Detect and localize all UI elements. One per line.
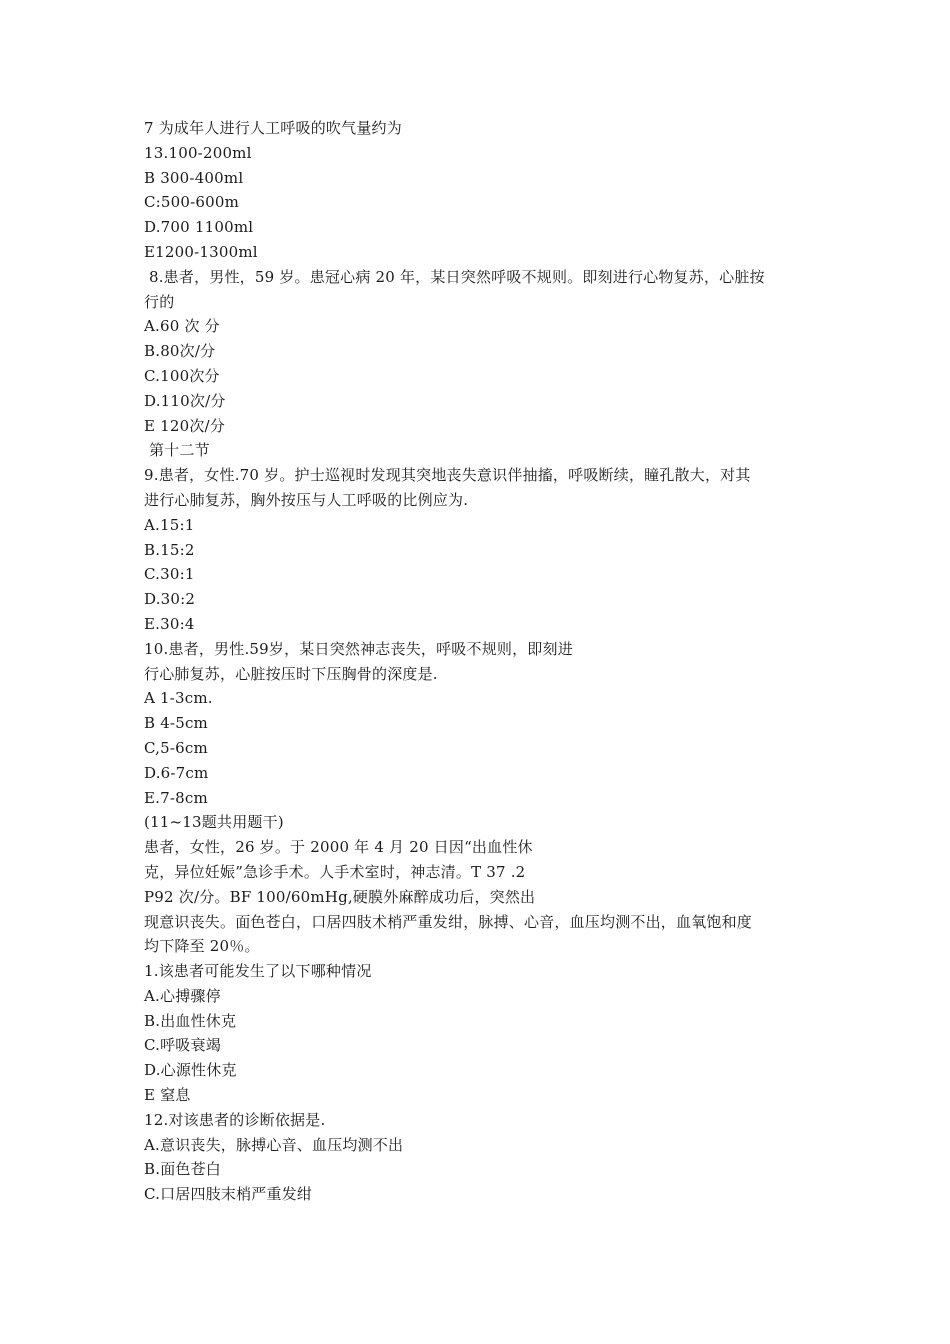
question-8-option-c: C.100次分 (144, 366, 220, 385)
case-text-line-3: P92 次/分。BF 100/60mHg,硬膜外麻醉成功后，突然出 (144, 887, 536, 906)
question-8-stem-line-2: 行的 (144, 292, 175, 311)
question-7-option-e: E1200-1300ml (144, 242, 258, 261)
question-11-option-d: D.心源性休克 (144, 1061, 237, 1080)
question-7-option-c: C:500-600m (144, 193, 240, 212)
document-page (144, 116, 824, 1207)
question-7-option-d: D.700 1100ml (144, 218, 254, 237)
question-7-option-b: B 300-400ml (144, 168, 244, 187)
question-11-option-b: B.出血性休克 (144, 1011, 237, 1030)
question-9-option-d: D.30:2 (144, 590, 196, 609)
question-9-option-e: E.30:4 (144, 614, 195, 633)
question-9-option-b: B.15:2 (144, 540, 195, 559)
question-12-option-a: A.意识丧失，脉搏心音、血压均测不出 (144, 1135, 404, 1154)
question-12-stem: 12.对该患者的诊断依据是. (144, 1110, 326, 1129)
question-8-option-e: E 120次/分 (144, 416, 226, 435)
question-12-option-c: C.口居四肢末梢严重发绀 (144, 1185, 313, 1204)
question-11-stem: 1.该患者可能发生了以下哪种情况 (144, 962, 372, 981)
question-8-option-d: D.110次/分 (144, 391, 226, 410)
question-9-option-a: A.15:1 (144, 515, 195, 534)
question-11-option-a: A.心搏骤停 (144, 986, 221, 1005)
case-text-line-5: 均下降至 20％。 (144, 937, 260, 956)
shared-stem-note: (11~13题共用题干) (144, 813, 284, 832)
question-7-option-a: 13.100-200ml (144, 143, 252, 162)
case-text-line-4: 现意识丧失。面色苍白，口居四肢术梢严重发绀，脉搏、心音，血压均测不出，血氧饱和度 (144, 912, 753, 931)
question-10-option-b: B 4-5cm (144, 714, 208, 733)
question-8-option-b: B.80次/分 (144, 342, 216, 361)
case-text-line-1: 患者，女性，26 岁。于 2000 年 4 月 20 日因“出血性休 (144, 838, 533, 857)
question-10-option-e: E.7-8cm (144, 788, 208, 807)
section-heading: 第十二节 (144, 441, 210, 460)
question-10-option-a: A 1-3cm. (144, 689, 213, 708)
question-10-stem-line-1: 10.患者，男性.59岁，某日突然神志丧失，呼吸不规则，即刻进 (144, 639, 573, 658)
question-9-stem-line-1: 9.患者，女性.70 岁。护士巡视时发现其突地丧失意识伴抽搐，呼吸断续，瞳孔散大，对其 (144, 466, 751, 485)
question-9-stem-line-2: 进行心肺复苏，胸外按压与人工呼吸的比例应为. (144, 490, 469, 509)
question-12-option-b: B.面色苍白 (144, 1160, 221, 1179)
question-10-stem-line-2: 行心肺复苏，心脏按压时下压胸骨的深度是. (144, 664, 438, 683)
question-7-stem: 7 为成年人进行人工呼吸的吹气量约为 (144, 119, 402, 137)
question-11-option-e: E 窒息 (144, 1086, 191, 1105)
question-9-option-c: C.30:1 (144, 565, 195, 584)
question-11-option-c: C.呼吸衰竭 (144, 1036, 221, 1055)
question-10-option-d: D.6-7cm (144, 763, 209, 782)
case-text-line-2: 克，异位妊娠”急诊手术。人手术室时，神志清。T 37 .2 (144, 862, 526, 881)
question-8-option-a: A.60 次 分 (144, 317, 220, 336)
question-10-option-c: C,5-6cm (144, 738, 208, 757)
question-8-stem-line-1: 8.患者，男性，59 岁。患冠心病 20 年，某日突然呼吸不规则。即刻进行心物复苏，心脏按 (144, 267, 765, 286)
